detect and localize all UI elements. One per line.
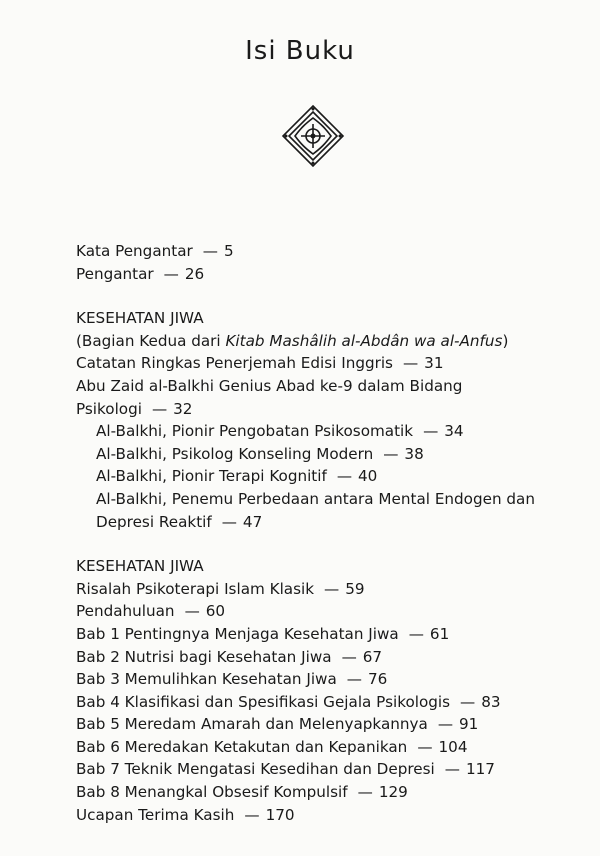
- toc-entry: Ucapan Terima Kasih — 170: [76, 805, 295, 824]
- toc-entry: Pendahuluan — 60: [76, 602, 226, 621]
- toc-sub-entry-continued: Depresi Reaktif — 47: [96, 512, 263, 531]
- toc-sub-entry: Al-Balkhi, Penemu Perbedaan antara Mental Endogen dan: [96, 489, 535, 508]
- toc-entry: Abu Zaid al-Balkhi Genius Abad ke-9 dalam Bidang: [76, 376, 463, 395]
- toc-entry: Bab 1 Pentingnya Menjaga Kesehatan Jiwa — 61: [76, 624, 450, 643]
- section-subtitle: (Bagian Kedua dari Kitab Mashâlih al-Abdân wa al-Anfus): [76, 331, 509, 350]
- toc-entry-continued: Psikologi — 32: [76, 399, 193, 418]
- section-heading: KESEHATAN JIWA: [76, 557, 204, 576]
- toc-entry: Bab 5 Meredam Amarah dan Melenyapkannya — 91: [76, 715, 479, 734]
- toc-entry: Bab 6 Meredakan Ketakutan dan Kepanikan — 104: [76, 737, 468, 756]
- toc-entry: Bab 4 Klasifikasi dan Spesifikasi Gejala Psikologis — 83: [76, 692, 501, 711]
- toc-entry: Bab 2 Nutrisi bagi Kesehatan Jiwa — 67: [76, 647, 383, 666]
- page-title: Isi Buku: [245, 36, 355, 66]
- toc-entry: Bab 8 Menangkal Obsesif Kompulsif — 129: [76, 783, 408, 802]
- toc-entry: Kata Pengantar — 5: [76, 242, 234, 260]
- toc-entry: Risalah Psikoterapi Islam Klasik — 59: [76, 579, 365, 598]
- toc-entry: Bab 3 Memulihkan Kesehatan Jiwa — 76: [76, 670, 388, 689]
- toc-sub-entry: Al-Balkhi, Pionir Terapi Kognitif — 40: [96, 467, 378, 486]
- toc-entry: Catatan Ringkas Penerjemah Edisi Inggris — 31: [76, 354, 444, 373]
- toc-sub-entry: Al-Balkhi, Psikolog Konseling Modern — 38: [96, 444, 424, 463]
- section-heading: KESEHATAN JIWA: [76, 309, 204, 328]
- table-of-contents: [76, 240, 586, 826]
- toc-sub-entry: Al-Balkhi, Pionir Pengobatan Psikosomatik — 34: [96, 422, 464, 441]
- toc-entry: Bab 7 Teknik Mengatasi Kesedihan dan Depresi — 117: [76, 760, 495, 779]
- ornament-icon: [281, 104, 345, 168]
- toc-entry: Pengantar — 26: [76, 264, 205, 283]
